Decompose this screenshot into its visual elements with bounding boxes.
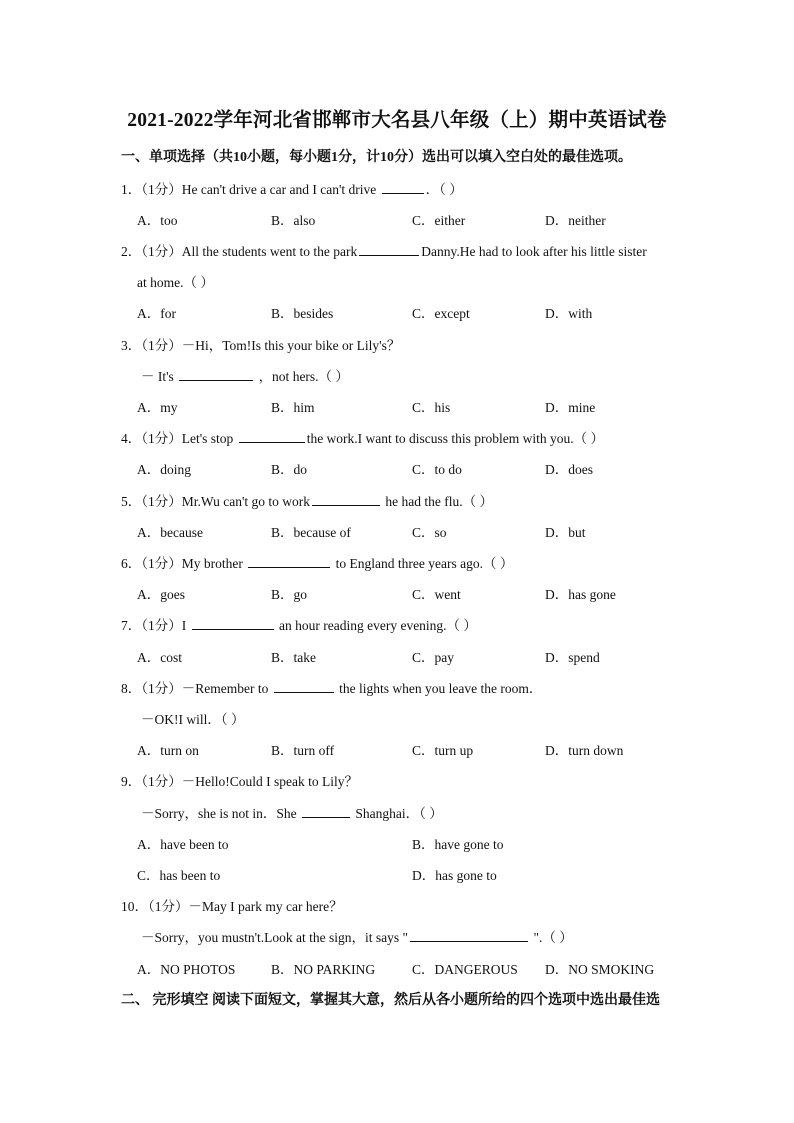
answer-blank xyxy=(192,617,274,630)
question-9-response-text: －Sorry，she is not in．She xyxy=(141,806,297,821)
option-c: C．pay xyxy=(412,650,454,665)
option-d: D．does xyxy=(545,462,593,477)
answer-blank xyxy=(274,680,334,693)
question-10-response-end: ".（ ） xyxy=(533,930,573,945)
question-4-text: 4．（1分）Let's stop xyxy=(121,431,234,446)
page-title: 2021-2022学年河北省邯郸市大名县八年级（上）期中英语试卷 xyxy=(127,110,667,131)
question-3-response xyxy=(141,365,349,385)
question-3: 3．（1分）－Hi，Tom!Is this your bike or Lily's？ xyxy=(121,338,401,353)
question-7-text: 7．（1分）I xyxy=(121,618,187,633)
question-9: 9．（1分）－Hello!Could I speak to Lily？ xyxy=(121,774,358,789)
option-b: B．have gone to xyxy=(412,837,504,852)
option-b: B．because of xyxy=(271,525,351,540)
option-c: C．his xyxy=(412,400,451,415)
option-a: A．too xyxy=(137,213,178,228)
option-d: D．but xyxy=(545,525,586,540)
question-2 xyxy=(121,240,647,260)
option-c: C．so xyxy=(412,525,447,540)
option-a: A．NO PHOTOS xyxy=(137,962,236,977)
option-b: B．go xyxy=(271,587,308,602)
question-9-response-end: Shanghai．（ ） xyxy=(355,806,443,821)
option-a: A．cost xyxy=(137,650,182,665)
option-a: A．because xyxy=(137,525,203,540)
question-2-text: 2．（1分）All the students went to the park xyxy=(121,244,358,259)
answer-blank xyxy=(179,368,253,381)
option-c: C．to do xyxy=(412,462,462,477)
option-b: B．take xyxy=(271,650,316,665)
option-c: C．either xyxy=(412,213,466,228)
option-d: D．with xyxy=(545,306,593,321)
question-8-text: 8．（1分）－Remember to xyxy=(121,681,269,696)
question-5-text: 5．（1分）Mr.Wu can't go to work xyxy=(121,494,310,509)
question-5 xyxy=(121,490,493,510)
question-6 xyxy=(121,552,513,572)
question-1 xyxy=(121,178,463,198)
question-4 xyxy=(121,427,604,447)
answer-blank xyxy=(248,555,330,568)
option-a: A．goes xyxy=(137,587,185,602)
answer-blank xyxy=(239,430,305,443)
option-b: B．also xyxy=(271,213,316,228)
question-10: 10．（1分）－May I park my car here？ xyxy=(121,899,343,914)
answer-blank xyxy=(312,493,380,506)
option-d: D．spend xyxy=(545,650,600,665)
option-b: B．besides xyxy=(271,306,334,321)
question-2-continued: at home.（ ） xyxy=(137,275,214,290)
question-8-text-end: the lights when you leave the room． xyxy=(339,681,543,696)
option-b: B．do xyxy=(271,462,308,477)
question-3-response-text: － It's xyxy=(141,369,174,384)
option-c: C．went xyxy=(412,587,461,602)
question-1-end: ．（ ） xyxy=(425,182,463,197)
question-10-response xyxy=(141,926,573,946)
option-b: B．NO PARKING xyxy=(271,962,376,977)
option-d: D．NO SMOKING xyxy=(545,962,655,977)
option-d: D．has gone xyxy=(545,587,616,602)
section-heading-single-choice: 一、单项选择（共10小题，每小题1分，计10分）选出可以填入空白处的最佳选项。 xyxy=(121,150,632,165)
option-c: C．DANGEROUS xyxy=(412,962,518,977)
question-2-text-end: Danny.He had to look after his little sister xyxy=(421,244,647,259)
answer-blank xyxy=(359,243,419,256)
question-6-text: 6．（1分）My brother xyxy=(121,556,243,571)
section-heading-cloze: 二、 完形填空 阅读下面短文，掌握其大意，然后从各小题所给的四个选项中选出最佳选 xyxy=(121,993,660,1008)
option-d: D．has gone to xyxy=(412,868,497,883)
question-10-response-text: －Sorry，you mustn't.Look at the sign，it says " xyxy=(141,930,409,945)
option-d: D．neither xyxy=(545,213,606,228)
option-c: C．has been to xyxy=(137,868,221,883)
question-8-response: －OK!I will．（ ） xyxy=(141,712,245,727)
answer-blank xyxy=(410,929,528,942)
question-8 xyxy=(121,677,542,697)
option-a: A．have been to xyxy=(137,837,229,852)
option-b: B．him xyxy=(271,400,315,415)
question-9-response xyxy=(141,802,443,822)
option-d: D．turn down xyxy=(545,743,624,758)
answer-blank xyxy=(302,805,350,818)
question-6-text-end: to England three years ago.（ ） xyxy=(335,556,514,571)
option-a: A．turn on xyxy=(137,743,199,758)
question-4-text-end: the work.I want to discuss this problem with you.（ ） xyxy=(306,431,605,446)
option-c: C．turn up xyxy=(412,743,474,758)
option-c: C．except xyxy=(412,306,470,321)
question-7-text-end: an hour reading every evening.（ ） xyxy=(279,618,477,633)
answer-blank xyxy=(382,181,424,194)
question-1-text: 1．（1分）He can't drive a car and I can't drive xyxy=(121,182,377,197)
option-a: A．for xyxy=(137,306,176,321)
question-7 xyxy=(121,614,477,634)
question-5-text-end: he had the flu.（ ） xyxy=(385,494,493,509)
option-a: A．doing xyxy=(137,462,191,477)
question-3-response-end: ，not hers.（ ） xyxy=(258,369,349,384)
option-a: A．my xyxy=(137,400,178,415)
option-b: B．turn off xyxy=(271,743,335,758)
option-d: D．mine xyxy=(545,400,596,415)
